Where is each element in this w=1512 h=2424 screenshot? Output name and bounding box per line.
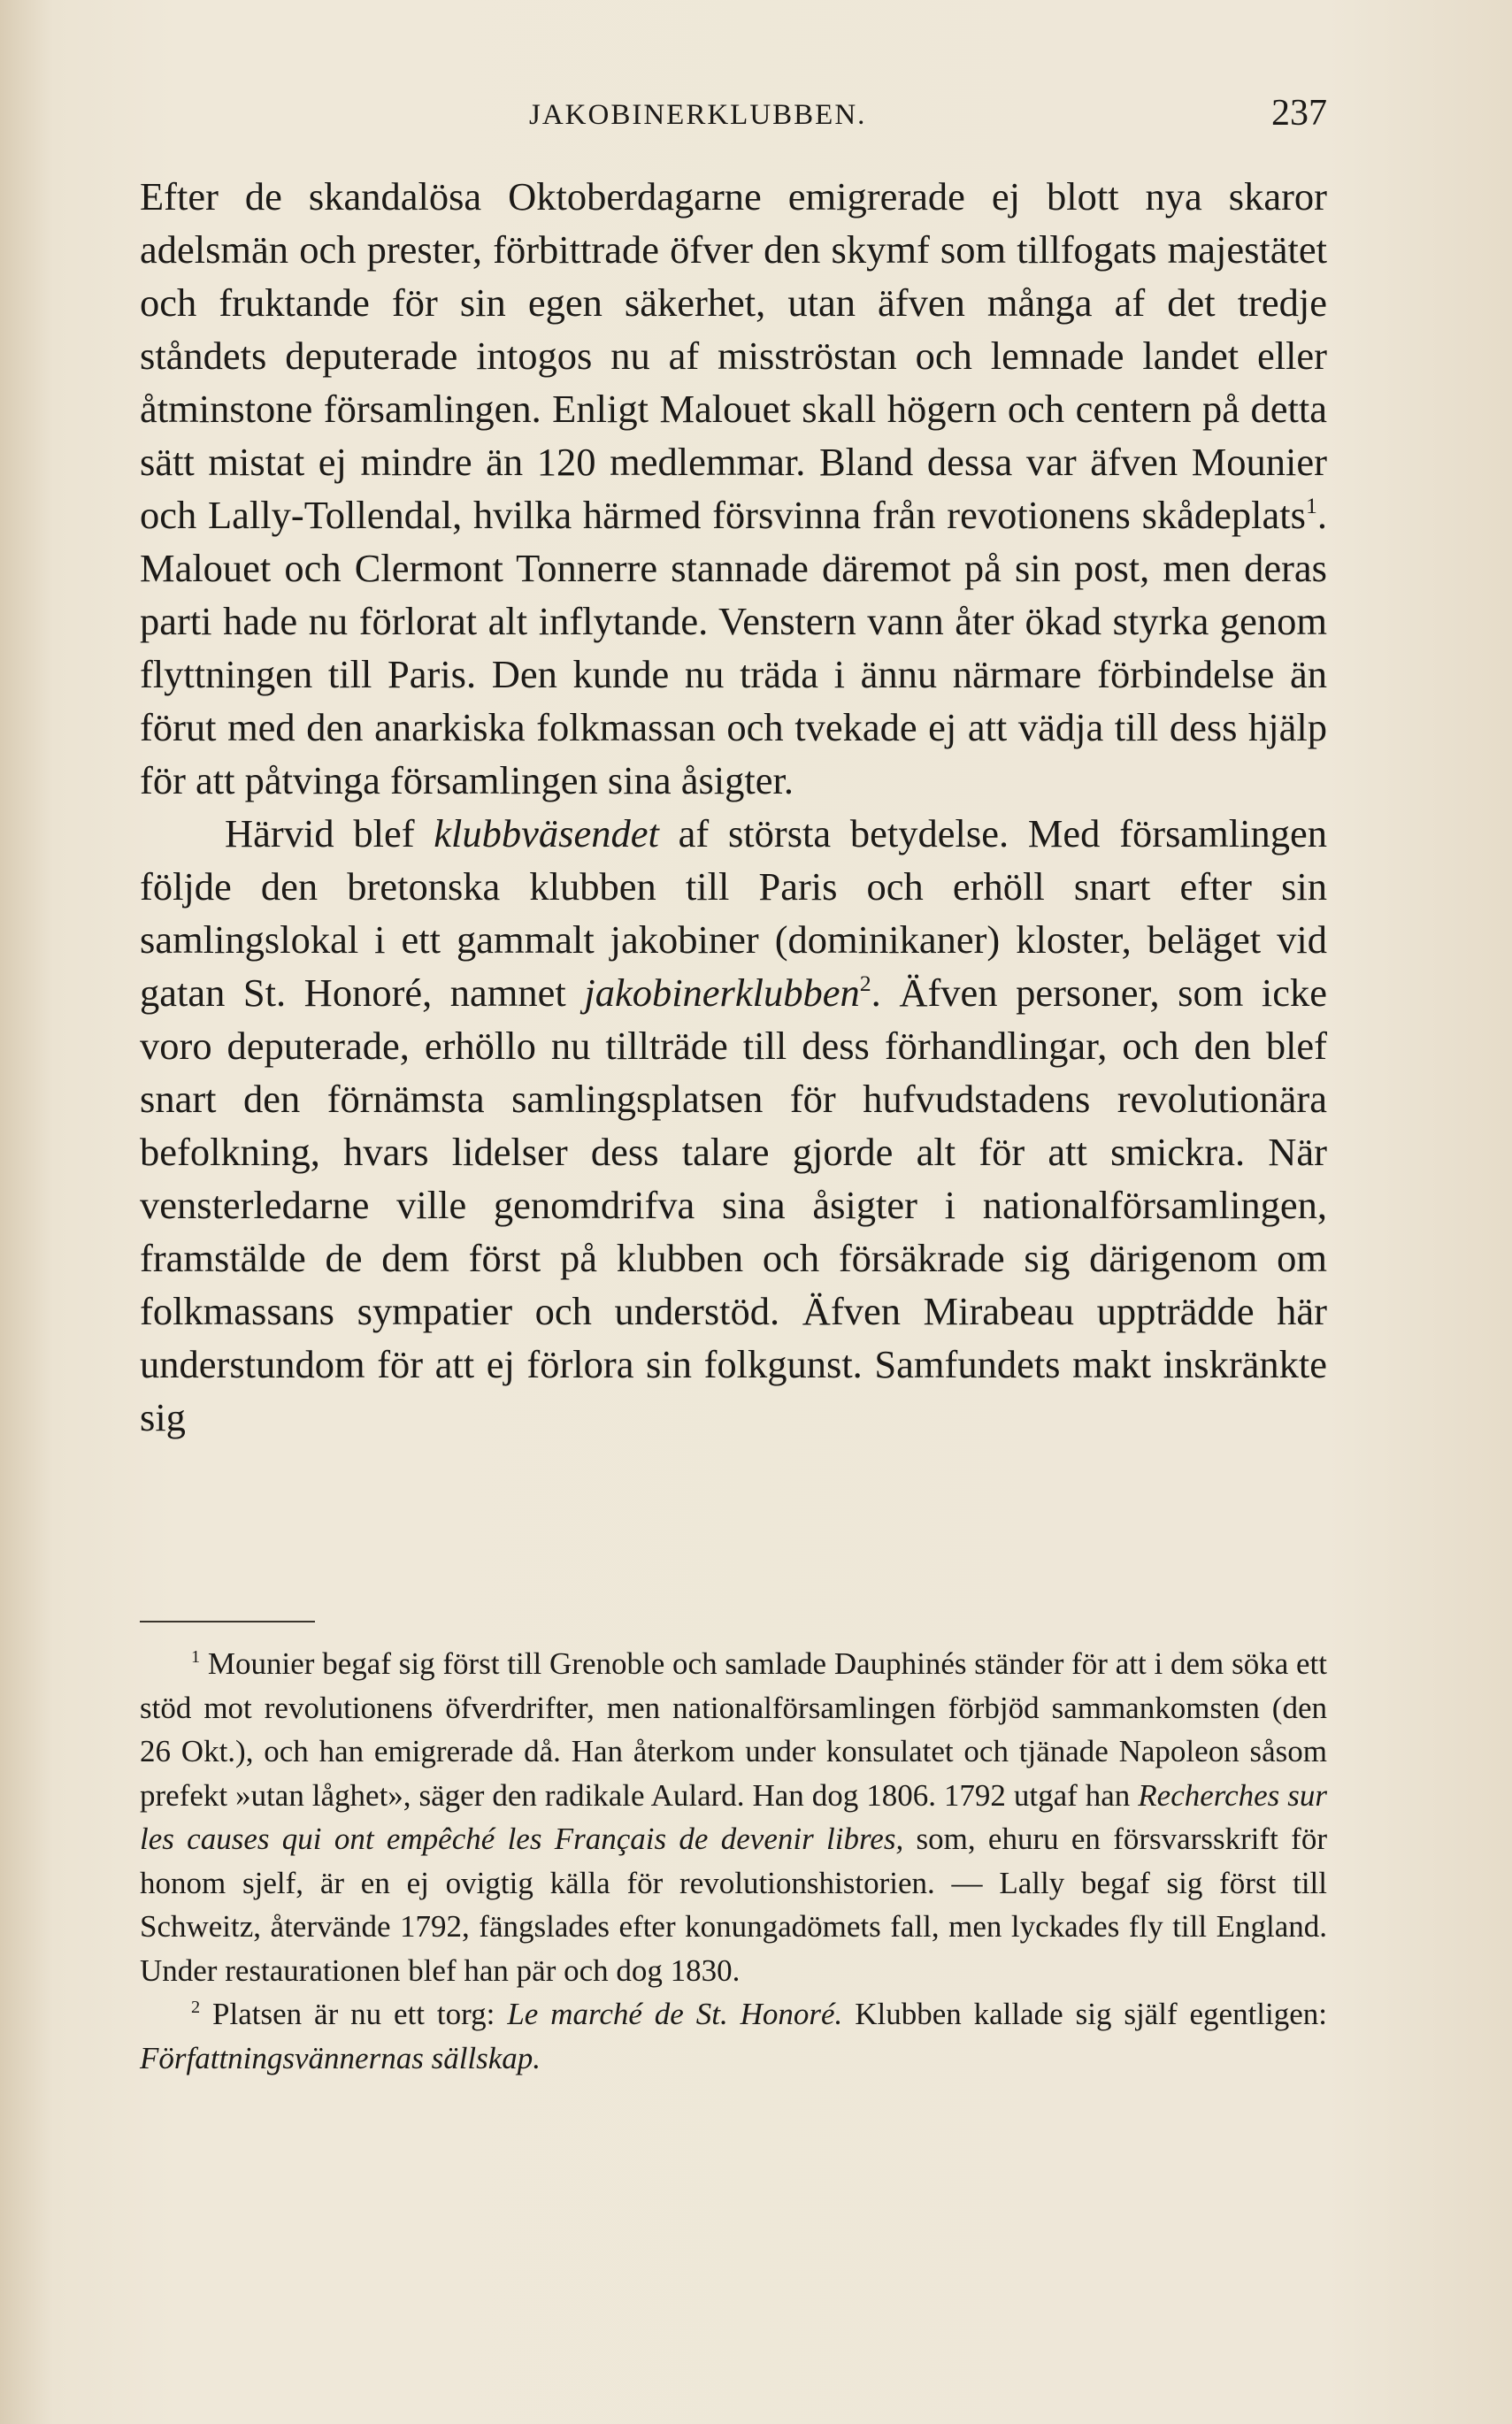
term-jakobinerklubben: jakobinerklubben — [584, 970, 860, 1015]
paragraph-2-text-b: af största betydelse. Med församlingen följde den bretonska klubben till Paris och erhöll snart efter sin samlingslokal i ett gammalt jakobiner (dominikaner) kloster, beläget vid gatan St. Honoré, namnet — [140, 811, 1327, 1015]
footnote-ref-2: 2 — [859, 970, 871, 997]
paragraph-1 — [140, 170, 1327, 807]
paragraph-2 — [140, 807, 1327, 1444]
main-text — [140, 170, 1327, 1444]
footnotes — [140, 1642, 1327, 2080]
footnote-1 — [140, 1642, 1327, 1992]
footnote-2-text-b: Klubben kallade sig själf egentligen: — [842, 1997, 1328, 2031]
footnote-2-text-a: Platsen är nu ett torg: — [200, 1997, 508, 2031]
paragraph-1-continued: . Malouet och Clermont Tonnerre stannade däremot på sin post, men deras parti hade nu förlorat alt inflytande. Venstern vann åter ökad styrka genom flyttningen till Paris. Den kunde nu träda i ännu närmare förbindelse än förut med den anarkiska folkmassan och tvekade ej att vädja till dess hjälp för att påtvinga församlingen sina åsigter. — [140, 493, 1327, 802]
paragraph-2-text-c: . Äfven personer, som icke voro deputerade, erhöllo nu tillträde till dess förhandlingar, och den blef snart den förnämsta samlingsplatsen för hufvudstadens revolutionära befolkning, hvars lidelser dess talare gjorde alt för att smickra. När vensterledarne ville genomdrifva sina åsigter i nationalförsamlingen, framstälde de dem först på klubben och försäkrade sig därigenom om folkmassans sympatier och understöd. Äfven Mirabeau uppträdde här understundom för att ej förlora sin folkgunst. Samfundets makt inskränkte sig — [140, 970, 1327, 1439]
footnote-1-number: 1 — [191, 1646, 201, 1667]
footnote-2-society-name: Författningsvännernas sällskap. — [140, 2040, 541, 2075]
running-title: JAKOBINERKLUBBEN. — [529, 99, 867, 131]
footnote-2-place: Le marché de St. Honoré. — [507, 1997, 843, 2031]
footnote-1-text-b: som, ehuru en försvarsskrift för honom sjelf, är en ej ovigtig källa för revolutionshistorien. — Lally begaf sig först till Schweitz, återvände 1792, fängslades efter konungadömets fall, men lyckades fly till England. Under restaurationen blef han pär och dog 1830. — [140, 1822, 1327, 1988]
paragraph-2-text-a: Härvid blef — [225, 811, 434, 855]
footnote-1-text-a: Mounier begaf sig först till Grenoble och samlade Dauphinés ständer för att i dem söka ett stöd mot revolutionens öfverdrifter, men nationalförsamlingen förbjöd sammankomsten (den 26 Okt.), och han emigrerade då. Han återkom under konsulatet och tjänade Napoleon såsom prefekt »utan låghet», säger den radikale Aulard. Han dog 1806. 1792 utgaf han — [140, 1646, 1327, 1813]
footnote-divider — [140, 1621, 315, 1622]
footnote-2-number: 2 — [191, 1997, 201, 2017]
footnote-1-title: Recherches sur les causes qui ont empêché les Français de devenir libres, — [140, 1777, 1327, 1856]
term-klubbvasendet: klubbväsendet — [434, 811, 659, 855]
page-number: 237 — [1271, 93, 1327, 134]
footnote-2 — [140, 1992, 1327, 2080]
paragraph-1-text: Efter de skandalösa Oktoberdagarne emigrerade ej blott nya skaror adelsmän och prester, förbittrade öfver den skymf som tillfogats majestätet och fruktande för sin egen säkerhet, utan äfven många af det tredje ståndets deputerade intogos nu af misströstan och lemnade landet eller åtminstone församlingen. Enligt Malouet skall högern och centern på detta sätt mistat ej mindre än 120 medlemmar. Bland dessa var äfven Mounier och Lally-Tollendal, hvilka härmed försvinna från revotionens skådeplats — [140, 174, 1327, 537]
footnote-ref-1: 1 — [1305, 493, 1317, 519]
page-header — [140, 92, 1327, 145]
